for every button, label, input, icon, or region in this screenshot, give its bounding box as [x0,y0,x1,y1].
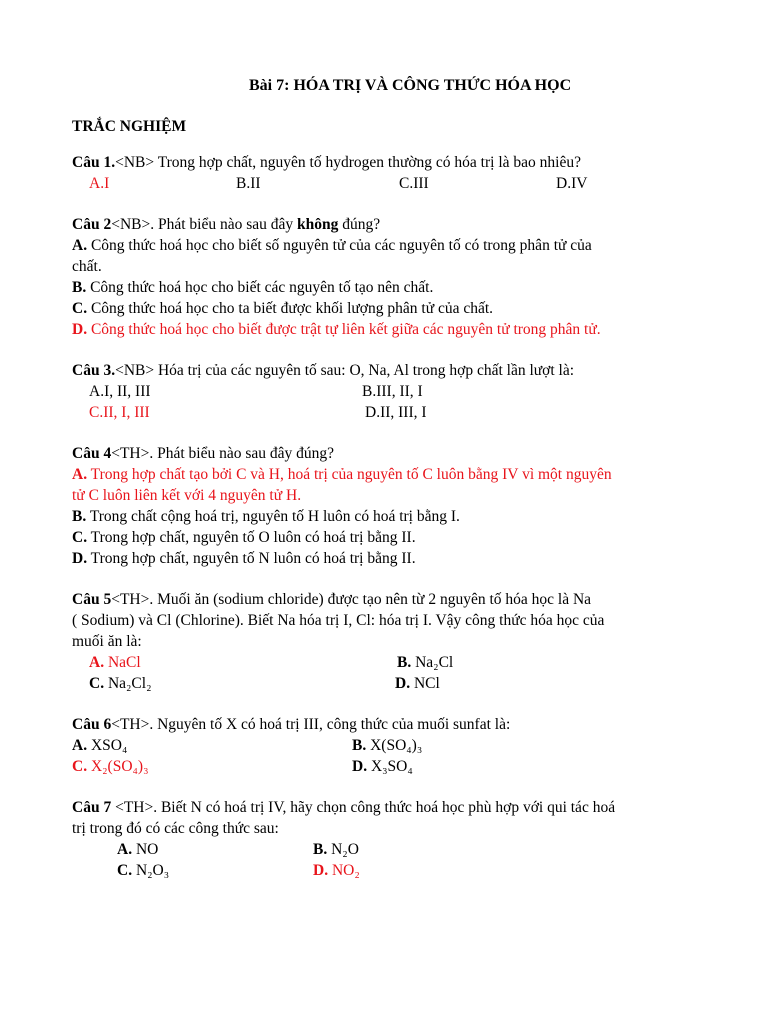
q3-option-a: A.I, II, III [89,383,151,400]
question-text: <TH>. Muối ăn (sodium chloride) được tạo nên từ 2 nguyên tố hóa học là Na [111,591,592,608]
q2-option-c [72,299,493,319]
option-text: NaCl [104,654,141,671]
option-letter: B. [313,841,328,858]
q5-option-c [89,674,151,694]
option-text: X₂(SO₄)₃ [87,758,149,775]
q2-option-b [72,278,433,298]
option-text: Công thức hoá học cho biết các nguyên tố tạo nên chất. [86,279,434,296]
q2-option-a-cont: chất. [72,258,102,275]
q6-option-a [72,736,127,756]
question-label: Câu 4 [72,445,112,462]
option-letter: D. [352,758,368,775]
q1-option-a: A.I [89,175,110,192]
q5-option-a [89,653,141,673]
option-text: XSO₄ [87,737,128,754]
option-letter: C. [89,675,105,692]
q1-option-b: B.II [236,175,261,192]
q2-option-a [72,236,592,256]
q7-option-c [117,861,169,881]
option-text: Na₂Cl₂ [104,675,152,692]
option-text: Trong hợp chất, nguyên tố O luôn có hoá trị bằng II. [87,529,416,546]
q4-option-b [72,507,460,527]
option-text: NO [132,841,159,858]
option-letter: C. [72,529,88,546]
question-label: Câu 1. [72,154,116,171]
q5-option-b [397,653,453,673]
option-letter: D. [313,862,329,879]
section-heading: TRẮC NGHIỆM [72,118,187,135]
page-title: Bài 7: HÓA TRỊ VÀ CÔNG THỨC HÓA HỌC [249,77,572,94]
option-letter: C. [117,862,133,879]
option-text: N₂O₃ [132,862,170,879]
q7-option-a [117,840,158,860]
option-letter: C. [72,758,88,775]
question-7 [72,798,615,818]
question-label: Câu 5 [72,591,112,608]
option-text: X₃SO₄ [367,758,413,775]
q1-option-d: D.IV [556,175,588,192]
option-text: Trong chất cộng hoá trị, nguyên tố H luôn có hoá trị bằng I. [86,508,460,525]
option-letter: A. [117,841,133,858]
question-7-cont: trị trong đó có các công thức sau: [72,820,279,837]
q3-option-b: B.III, II, I [362,383,423,400]
question-5-cont: ( Sodium) và Cl (Chlorine). Biết Na hóa trị I, Cl: hóa trị I. Vậy công thức hóa học của [72,612,605,629]
question-6 [72,715,510,735]
question-label: Câu 7 [72,799,112,816]
option-text: Trong hợp chất tạo bởi C và H, hoá trị của nguyên tố C luôn bằng IV vì một nguyên [87,466,612,483]
q6-option-c [72,757,149,777]
option-letter: C. [72,300,88,317]
q5-option-d [395,674,440,694]
q6-option-b [352,736,422,756]
option-letter: A. [72,737,88,754]
q1-option-c: C.III [399,175,429,192]
question-text: <TH>. Nguyên tố X có hoá trị III, công thức của muối sunfat là: [111,716,511,733]
option-letter: A. [89,654,105,671]
option-letter: B. [72,508,87,525]
question-text-end: đúng? [338,216,381,233]
question-text: <TH>. Phát biểu nào sau đây đúng? [111,445,335,462]
q4-option-a [72,465,612,485]
option-letter: B. [397,654,412,671]
question-1 [72,153,581,173]
q7-option-d [313,861,360,881]
q4-option-a-cont: tử C luôn liên kết với 4 nguyên tử H. [72,487,302,504]
q3-option-c: C.II, I, III [89,404,150,421]
question-text: <NB> Hóa trị của các nguyên tố sau: O, Na, Al trong hợp chất lần lượt là: [115,362,575,379]
q3-option-d: D.II, III, I [365,404,427,421]
question-4 [72,444,334,464]
question-text: <NB>. Phát biểu nào sau đây [111,216,298,233]
option-letter: A. [72,466,88,483]
option-text: N₂O [327,841,359,858]
q4-option-c [72,528,416,548]
q4-option-d [72,549,416,569]
option-letter: B. [352,737,367,754]
question-label: Câu 6 [72,716,112,733]
q6-option-d [352,757,413,777]
question-3 [72,361,574,381]
option-text: Na₂Cl [411,654,454,671]
question-text: <TH>. Biết N có hoá trị IV, hãy chọn công thức hoá học phù hợp với qui tác hoá [111,799,616,816]
q2-option-d [72,320,601,340]
option-text: X(SO₄)₃ [366,737,423,754]
question-label: Câu 2 [72,216,112,233]
question-text: <NB> Trong hợp chất, nguyên tố hydrogen thường có hóa trị là bao nhiêu? [115,154,581,171]
option-text: NCl [410,675,440,692]
option-letter: D. [72,321,88,338]
question-emphasis: không [297,216,339,233]
option-text: Trong hợp chất, nguyên tố N luôn có hoá trị bằng II. [87,550,416,567]
option-text: Công thức hoá học cho biết số nguyên tử của các nguyên tố có trong phân tử của [87,237,592,254]
q7-option-b [313,840,359,860]
question-2 [72,215,380,235]
option-text: Công thức hoá học cho ta biết được khối lượng phân tử của chất. [87,300,494,317]
question-label: Câu 3. [72,362,116,379]
option-letter: D. [395,675,411,692]
question-5-cont-2: muối ăn là: [72,633,142,650]
option-text: NO₂ [328,862,360,879]
option-letter: B. [72,279,87,296]
option-text: Công thức hoá học cho biết được trật tự liên kết giữa các nguyên tử trong phân tử. [87,321,601,338]
option-letter: D. [72,550,88,567]
question-5 [72,590,591,610]
option-letter: A. [72,237,88,254]
